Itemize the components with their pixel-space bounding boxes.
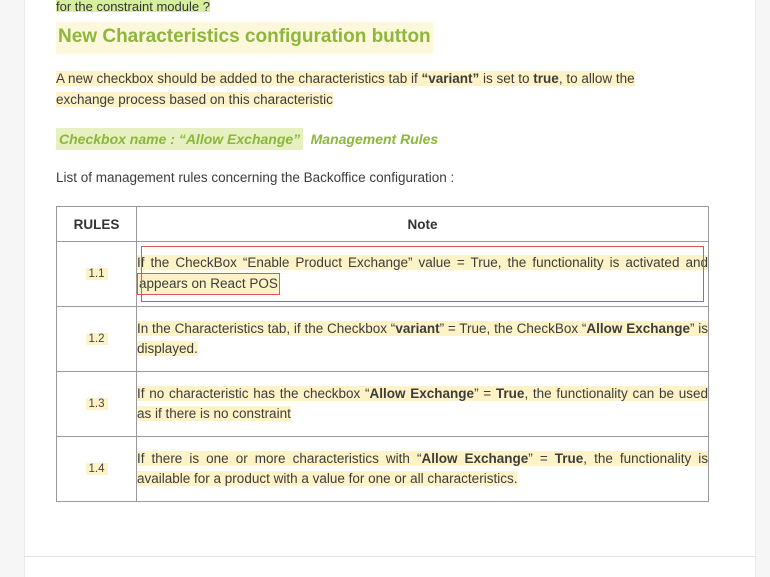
variant-term: “variant” [421, 71, 480, 86]
rule-note-text-part3: ” is displayed. [137, 321, 709, 356]
section-title: New Characteristics configuration button [56, 22, 433, 54]
rule-id: 1.4 [86, 463, 108, 475]
cut-off-text: for the constraint module ? [56, 0, 210, 12]
rule-id: 1.2 [86, 333, 108, 345]
column-header-note: Note [137, 207, 709, 242]
intro-paragraph [56, 68, 672, 110]
rule-note-boxed-text: appears on React POS [137, 273, 280, 295]
intro-paragraph-part3: , to allow the exchange process based on this characteristic [56, 71, 635, 107]
table-header-row [57, 207, 709, 242]
rule-note-bold1: variant [395, 321, 440, 336]
rule-id-cell [57, 242, 137, 307]
rule-note-bold1: Allow Exchange [421, 451, 529, 466]
rule-note-cell [137, 242, 709, 307]
rule-id-cell [57, 437, 137, 502]
rule-note-cell [137, 307, 709, 372]
rule-note-cell [137, 437, 709, 502]
rule-id: 1.3 [86, 398, 108, 410]
rule-note-bold2: True [554, 451, 584, 466]
rule-note-text-part1: If there is one or more characteristics with “ [137, 451, 422, 466]
rule-note-text-part1: In the Characteristics tab, if the Checkbox “ [137, 321, 396, 336]
rule-id-cell [57, 372, 137, 437]
left-margin-rail [0, 0, 25, 577]
right-margin-rail [755, 0, 770, 577]
intro-paragraph-part2: is set to [479, 71, 534, 86]
rule-id-cell [57, 307, 137, 372]
rule-note-bold2: True [495, 386, 525, 401]
table-row [57, 437, 709, 502]
rule-note-text-part3: , the functionality can be used as if there is no constraint [137, 386, 708, 421]
document-content [24, 0, 756, 502]
checkbox-name-label: Checkbox name : “Allow Exchange” [56, 128, 303, 150]
page-bottom-divider [24, 556, 756, 557]
cut-off-text-line [56, 0, 756, 12]
column-header-rules: RULES [57, 207, 137, 242]
rule-note-text-part3: , the functionality is available for a product with a value for one or all characteristics. [137, 451, 708, 486]
rule-note-text: If the CheckBox “Enable Product Exchange” value = True, the functionality is activated and [137, 255, 708, 270]
table-row [57, 372, 709, 437]
list-intro-text: List of management rules concerning the Backoffice configuration : [56, 170, 455, 185]
rule-note-cell [137, 372, 709, 437]
true-term: true [533, 71, 559, 86]
rule-note-bold1: Allow Exchange [369, 386, 475, 401]
rule-note-text-part2: ” = [528, 451, 555, 466]
rule-note-text-part1: If no characteristic has the checkbox “ [137, 386, 370, 401]
rule-id: 1.1 [86, 268, 108, 280]
management-rules-table [56, 206, 709, 502]
management-rules-heading: Management Rules [310, 131, 439, 147]
rule-note-bold2: Allow Exchange [586, 321, 690, 336]
table-row [57, 307, 709, 372]
rule-note-text-part2: ” = [474, 386, 496, 401]
table-row [57, 242, 709, 307]
rule-note-text-part2: ” = True, the CheckBox “ [439, 321, 587, 336]
intro-paragraph-part1: A new checkbox should be added to the characteristics tab if [56, 71, 422, 86]
